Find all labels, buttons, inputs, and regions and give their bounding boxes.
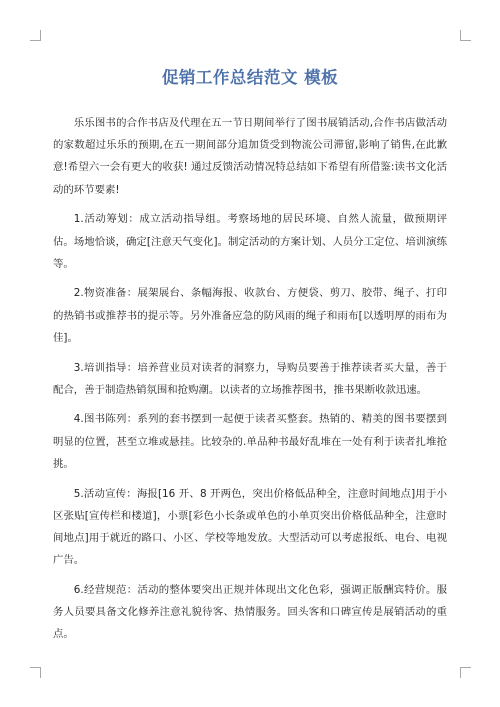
crop-mark-top-left — [30, 30, 41, 41]
paragraph-book-display: 4.图书陈列：系列的套书摆到一起便于读者买整套。热销的、精美的图书要摆到明显的位置，甚至立堆或悬挂。比较杂的.单品种书最好乱堆在一处有利于读者扎堆抢挑。 — [53, 413, 447, 470]
crop-mark-bottom-right — [460, 667, 471, 678]
paragraph-intro: 乐乐图书的合作书店及代理在五一节日期间举行了图书展销活动,合作书店做活动的家数超过乐乐的预期,在五一期间部分追加货受到物流公司滞留,影响了销售,在此歉意!希望六一会有更大的收获! 通过反馈活动情况特总结如下希望有所借鉴:读书文化活动的环节要素! — [53, 117, 447, 196]
crop-mark-top-right — [460, 30, 471, 41]
document-title: 促销工作总结范文 模板 — [161, 68, 339, 87]
crop-mark-bottom-left — [30, 667, 41, 678]
document-body — [53, 112, 447, 653]
paragraph-promotion: 5.活动宣传：海报[16 开、8 开两色，突出价格低品种全，注意时间地点]用于小区张贴[宣传栏和楼道]，小票[彩色小长条或单色的小单页突出价格低品种全，注意时间地点]用于就近的路口、小区、学校等地发放。大型活动可以考虑报纸、电台、电视广告。 — [53, 487, 447, 567]
paragraph-activity-planning: 1.活动筹划：成立活动指导组。考察场地的居民环境、自然人流量，做预期评估。场地恰谈，确定[注意天气变化]。制定活动的方案计划、人员分工定位、培训演练等。 — [53, 213, 447, 270]
paragraph-material-preparation: 2.物资准备：展架展台、条幅海报、收款台、方便袋、剪刀、胶带、绳子、打印的热销书或推荐书的提示等。另外准备应急的防风雨的绳子和雨布[以透明厚的雨布为佳]。 — [53, 287, 447, 344]
paragraph-operation-standards: 6.经营规范：活动的整体要突出正规并体现出文化色彩，强调正版酬宾特价。服务人员要具备文化修养注意礼貌待客、热情服务。回头客和口碑宣传是展销活动的重点。 — [53, 583, 447, 641]
paragraph-training: 3.培训指导：培养营业员对读者的洞察力，导购员要善于推荐读者买大量，善于配合，善于制造热销氛围和抢购潮。以读者的立场推荐图书，推书果断收款迅速。 — [53, 361, 447, 396]
